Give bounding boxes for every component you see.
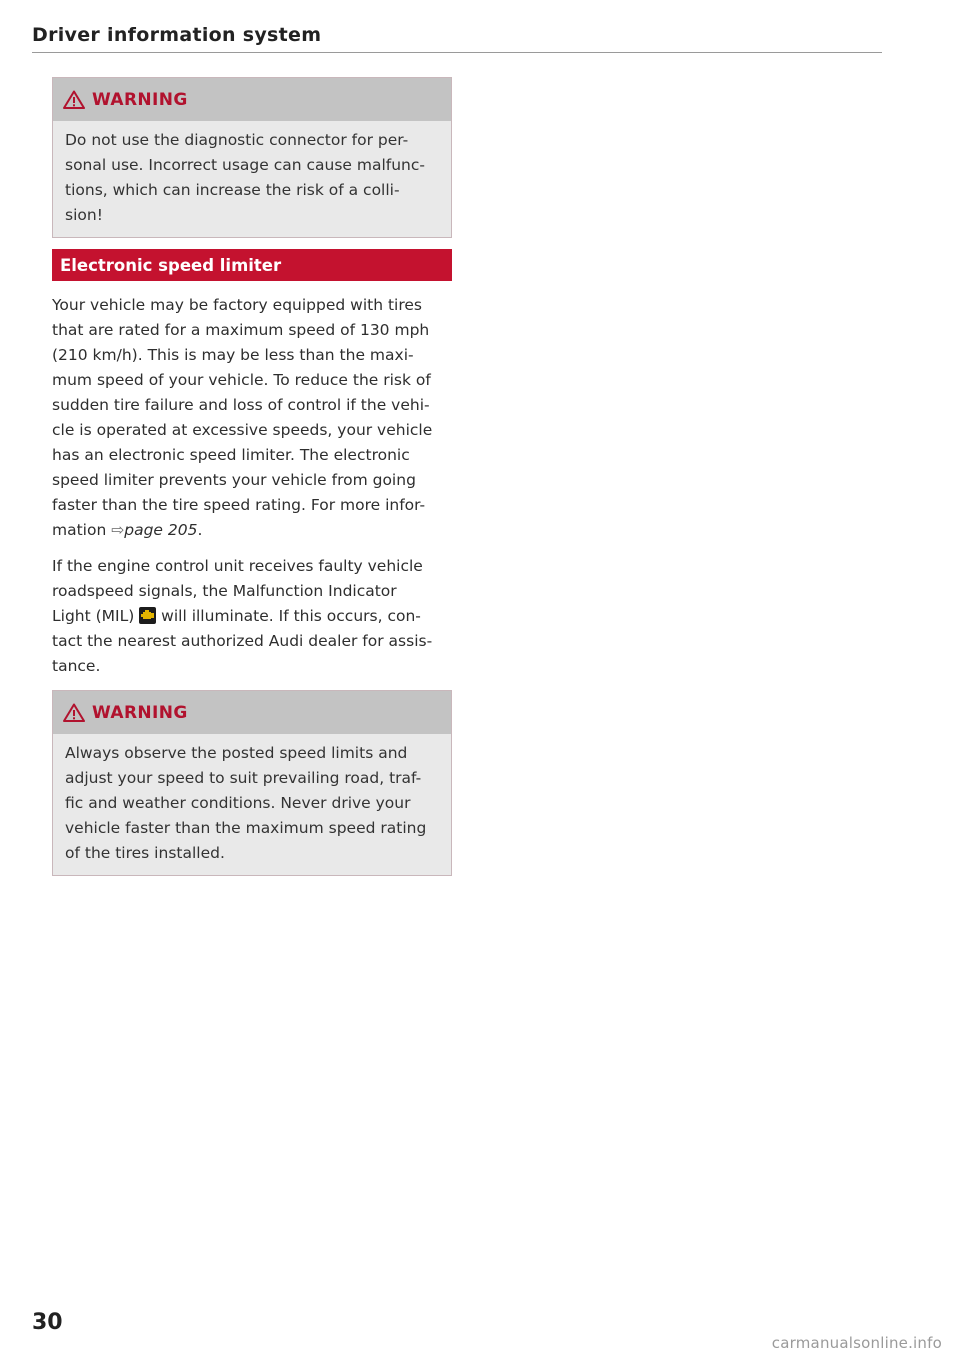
page-number: 30 (32, 1310, 63, 1335)
text-line: adjust your speed to suit prevailing road, traf- (65, 769, 422, 787)
warning-text (53, 121, 451, 237)
warning-box-diagnostic (52, 77, 452, 238)
text-line (52, 604, 452, 629)
warning-box-speed (52, 690, 452, 876)
text-line: tact the nearest authorized Audi dealer for assis- (52, 632, 433, 650)
section-heading: Electronic speed limiter (52, 249, 452, 281)
text-fragment: . (197, 521, 203, 539)
warning-triangle-icon (63, 703, 85, 722)
page-reference-link[interactable]: page 205 (124, 521, 198, 539)
text-line: If the engine control unit receives faulty vehicle (52, 557, 423, 575)
text-fragment: will illuminate. If this occurs, con- (161, 607, 421, 625)
text-line (52, 518, 452, 543)
text-line: (210 km/h). This is may be less than the maxi- (52, 346, 414, 364)
text-line: has an electronic speed limiter. The electronic (52, 446, 410, 464)
text-line: fic and weather conditions. Never drive your (65, 794, 411, 812)
text-line: faster than the tire speed rating. For more infor- (52, 496, 426, 514)
text-line: tions, which can increase the risk of a colli- (65, 181, 400, 199)
text-line: of the tires installed. (65, 844, 225, 862)
text-line: speed limiter prevents your vehicle from going (52, 471, 416, 489)
text-line: tance. (52, 657, 101, 675)
warning-triangle-icon (63, 90, 85, 109)
watermark: carmanualsonline.info (771, 1334, 942, 1352)
engine-check-icon (139, 607, 156, 624)
warning-label: WARNING (92, 702, 188, 723)
text-line: Do not use the diagnostic connector for per- (65, 131, 409, 149)
text-line: that are rated for a maximum speed of 130 mph (52, 321, 430, 339)
text-line: mum speed of your vehicle. To reduce the risk of (52, 371, 431, 389)
paragraph-mil (52, 554, 452, 679)
warning-header (53, 78, 451, 121)
text-line: vehicle faster than the maximum speed rating (65, 819, 427, 837)
paragraph-speed-limiter (52, 293, 452, 543)
text-fragment: mation (52, 521, 107, 539)
text-line: sion! (65, 206, 103, 224)
text-line: cle is operated at excessive speeds, your vehicle (52, 421, 433, 439)
text-line: Your vehicle may be factory equipped with tires (52, 296, 422, 314)
warning-label: WARNING (92, 89, 188, 110)
text-line: roadspeed signals, the Malfunction Indicator (52, 582, 397, 600)
text-line: sonal use. Incorrect usage can cause malfunc- (65, 156, 425, 174)
xref-arrow-icon: ⇨ (111, 521, 125, 539)
text-line: Always observe the posted speed limits and (65, 744, 408, 762)
header-divider (32, 52, 882, 53)
text-fragment: Light (MIL) (52, 607, 135, 625)
text-line: sudden tire failure and loss of control if the vehi- (52, 396, 430, 414)
page-header-title: Driver information system (32, 24, 322, 46)
warning-header (53, 691, 451, 734)
warning-text (53, 734, 451, 875)
